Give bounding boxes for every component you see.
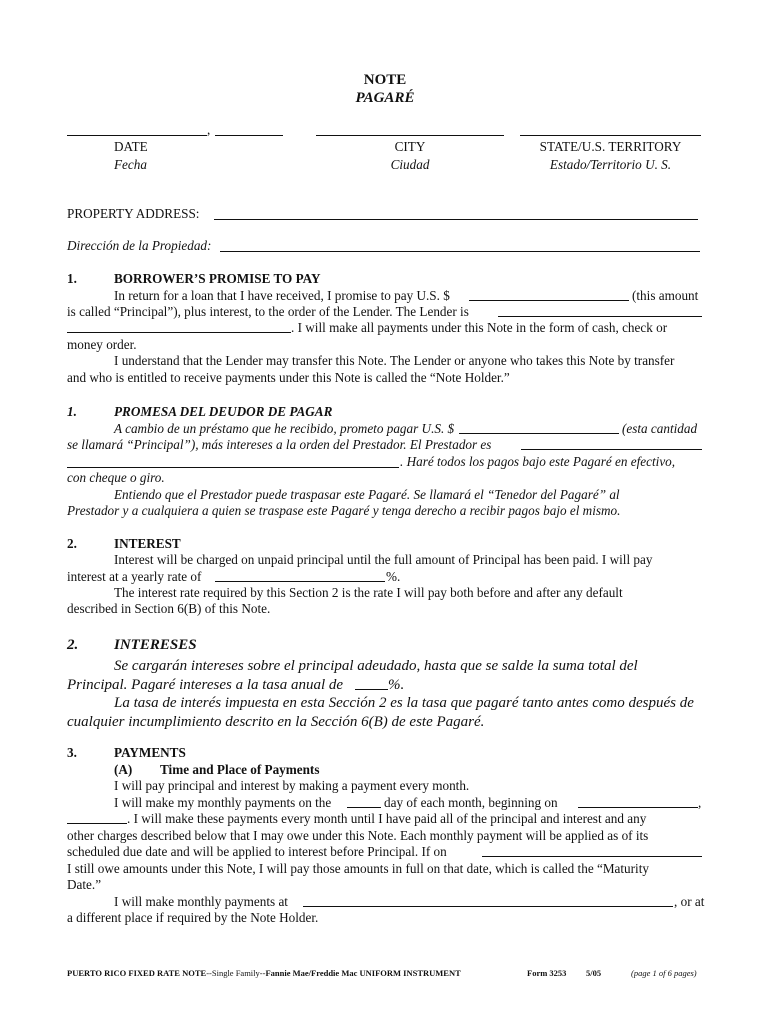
section-2-heading: INTEREST [114,536,181,551]
s1es-line1a: A cambio de un préstamo que he recibido, prometo pagar U.S. $ [114,421,455,436]
lender-name-field[interactable] [498,316,702,317]
section-2-number: 2. [67,536,77,551]
section-2-heading-es: INTERESES [114,637,197,653]
state-field[interactable] [520,135,701,136]
page-subtitle: PAGARÉ [355,90,415,106]
loan-amount-field[interactable] [469,300,629,301]
date-label: DATE [114,139,148,154]
loan-amount-field-es[interactable] [459,433,619,434]
s2-line3: The interest rate required by this Section 2 is the rate I will pay both before and after any default [114,585,623,600]
property-address-label: PROPERTY ADDRESS: [67,206,200,221]
s3-line8a: I will make monthly payments at [114,894,288,909]
state-label-es: Estado/Territorio U. S. [549,157,672,172]
s2es-line2a: Principal. Pagaré intereses a la tasa anual de [67,677,344,693]
footer-instrument-a: PUERTO RICO FIXED RATE NOTE [67,968,207,978]
property-address-field[interactable] [214,219,698,220]
s2es-line1: Se cargarán intereses sobre el principal adeudado, hasta que se salde la suma total del [114,658,638,674]
s3-line9: a different place if required by the Note Holder. [67,910,319,925]
s3-line1: I will pay principal and interest by making a payment every month. [114,778,470,793]
s2-line1: Interest will be charged on unpaid principal until the full amount of Principal has been paid. I will pay [114,552,653,567]
s1es-line5: Entiendo que el Prestador puede traspasar este Pagaré. Se llamará el “Tenedor del Pagaré” al [114,487,620,502]
footer-page-number: (page 1 of 6 pages) [631,968,697,978]
s1es-line2a: se llamará “Principal”), más intereses a la orden del Prestador. El Prestador es [67,437,492,452]
date-year-field[interactable] [215,135,283,136]
payment-place-field[interactable] [303,906,673,907]
s3-line3b: . I will make these payments every month until I have paid all of the principal and interest and any [127,811,647,826]
s2es-line3: La tasa de interés impuesta en esta Sección 2 es la tasa que pagaré tanto antes como después de [114,695,694,711]
s1es-line1b: (esta cantidad [622,421,698,436]
interest-rate-field[interactable] [215,581,385,582]
lender-name-field-es-2[interactable] [67,467,399,468]
section-1-heading: BORROWER’S PROMISE TO PAY [114,271,321,286]
s3-line6: I still owe amounts under this Note, I will pay those amounts in full on that date, which is called the “Maturity [67,861,649,876]
s2es-line4: cualquier incumplimiento descrito en la Sección 6(B) de este Pagaré. [67,714,485,730]
s1-line5: I understand that the Lender may transfer this Note. The Lender or anyone who takes this Note by transfer [114,353,675,368]
footer-instrument-b: --Single Family-- [206,968,266,978]
s2es-line2b: %. [388,677,405,693]
s1-line4: money order. [67,337,137,352]
maturity-date-field[interactable] [482,856,702,857]
section-1-number: 1. [67,271,77,286]
s2-line2a: interest at a yearly rate of [67,569,202,584]
s1-line3b: . I will make all payments under this Note in the form of cash, check or [291,320,668,335]
payment-day-field[interactable] [347,807,381,808]
s3-line5a: scheduled due date and will be applied to interest before Principal. If on [67,844,447,859]
s3-line4: other charges described below that I may owe under this Note. Each monthly payment will be applied as of its [67,828,649,843]
section-3-number: 3. [67,745,77,760]
s2-line4: described in Section 6(B) of this Note. [67,601,271,616]
s1es-line4: con cheque o giro. [67,470,165,485]
footer-instrument-c: Fannie Mae/Freddie Mac UNIFORM INSTRUMENT [265,968,461,978]
s2-line2b: %. [386,569,401,584]
s3-line7: Date.” [67,877,102,892]
footer-instrument [67,968,461,978]
page-title: NOTE [363,72,407,88]
s1-line1b: (this amount [632,288,699,303]
city-label: CITY [394,139,426,154]
s1-line2a: is called “Principal”), plus interest, to the order of the Lender. The Lender is [67,304,469,319]
first-payment-date-field[interactable] [578,807,698,808]
section-3-heading: PAYMENTS [114,745,186,760]
section-3a-heading: Time and Place of Payments [160,762,320,777]
city-label-es: Ciudad [390,157,430,172]
s1es-line6: Prestador y a cualquiera a quien se traspase este Pagaré y tenga derecho a recibir pagos bajo el mismo. [67,503,621,518]
property-address-label-es: Dirección de la Propiedad: [67,238,212,253]
section-1-heading-es: PROMESA DEL DEUDOR DE PAGAR [114,404,333,419]
interest-rate-field-es[interactable] [355,689,388,690]
date-label-es: Fecha [114,157,147,172]
first-payment-year-field[interactable] [67,823,127,824]
property-address-field-es[interactable] [220,251,700,252]
s1-line6: and who is entitled to receive payments under this Note is called the “Note Holder.” [67,370,510,385]
s3-line2c: , [698,795,702,810]
s3-line8b: , or at [674,894,705,909]
s1es-line3b: . Haré todos los pagos bajo este Pagaré en efectivo, [400,454,676,469]
footer-form-date: 5/05 [586,968,602,978]
city-field[interactable] [316,135,504,136]
section-3a-number: (A) [114,762,133,777]
lender-name-field-es[interactable] [521,449,702,450]
footer-form-number: Form 3253 [527,968,567,978]
state-label: STATE/U.S. TERRITORY [539,139,682,154]
s3-line2a: I will make my monthly payments on the [114,795,332,810]
date-month-field[interactable] [67,135,207,136]
s1-line1a: In return for a loan that I have received, I promise to pay U.S. $ [114,288,450,303]
section-1-number-es: 1. [67,404,77,419]
section-2-number-es: 2. [67,637,79,653]
s3-line2b: day of each month, beginning on [384,795,558,810]
lender-name-field-2[interactable] [67,332,291,333]
date-comma: , [207,122,211,137]
